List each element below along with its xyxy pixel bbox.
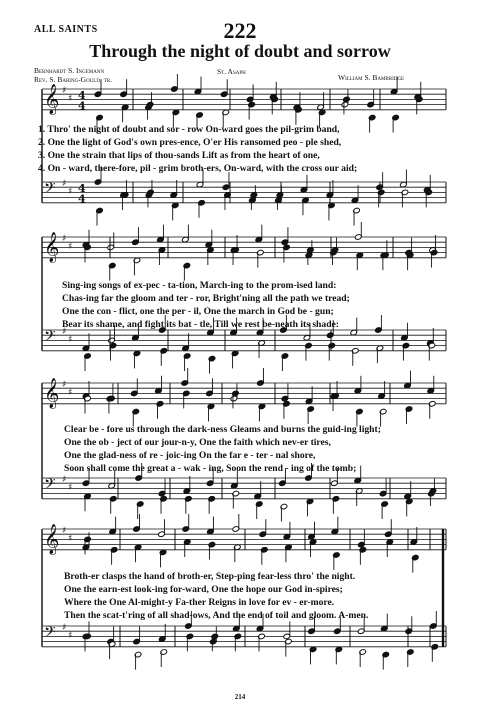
lyric-line: Then the scat-t'ring of all shad-ows, And the end of toil and gloom. A-men. bbox=[64, 610, 369, 621]
lyric-line: 3. One the strain that lips of thou-sands Lift as from the heart of one, bbox=[38, 150, 320, 161]
time-signature-icon: 4 bbox=[78, 88, 86, 102]
lyric-line: Chas-ing far the gloom and ter - ror, Bright'ning all the path we tread; bbox=[62, 293, 350, 304]
treble-clef-icon: 𝄞 bbox=[44, 84, 60, 115]
lyric-line: 4. On - ward, there-fore, pil - grim broth-ers, On-ward, with the cross our aid; bbox=[38, 163, 358, 174]
bass-clef-icon: 𝄢 bbox=[44, 475, 56, 497]
lyric-line: 2. One the light of God's own pres-ence, O'er His ransomed peo - ple shed, bbox=[38, 137, 342, 148]
sharp-icon: ♯ bbox=[62, 179, 67, 190]
lyric-line: Sing-ing songs of ex-pec - ta-tion, March-ing to the prom-ised land: bbox=[62, 280, 337, 291]
treble-clef-icon: 𝄞 bbox=[44, 232, 60, 263]
sharp-icon: ♯ bbox=[62, 327, 67, 338]
sharp-icon: ♯ bbox=[68, 186, 73, 197]
sharp-icon: ♯ bbox=[62, 623, 67, 634]
sharp-icon: ♯ bbox=[62, 526, 67, 537]
sharp-icon: ♯ bbox=[62, 86, 67, 97]
author-credit: Bernhardt S. Ingemann bbox=[34, 66, 105, 75]
tune-name: St. Asaph bbox=[217, 67, 246, 76]
bass-clef-icon: 𝄢 bbox=[44, 179, 56, 201]
treble-clef-icon: 𝄞 bbox=[44, 524, 60, 555]
bass-clef-icon: 𝄢 bbox=[44, 327, 56, 349]
sharp-icon: ♯ bbox=[68, 482, 73, 493]
lyric-line: Where the One Al-might-y Fa-ther Reigns in love for ev - er-more. bbox=[64, 597, 335, 608]
sharp-icon: ♯ bbox=[68, 93, 73, 104]
translator-credit: Rev. S. Baring-Gould, tr. bbox=[34, 75, 112, 84]
lyric-line: Bear its shame, and fight its bat - tle, Till we rest be-neath its shade: bbox=[62, 319, 339, 330]
lyric-line: Broth-er clasps the hand of broth-er, Step-ping fear-less thro' the night. bbox=[64, 571, 356, 582]
lyric-line: One the earn-est look-ing for-ward, One the hope our God in-spires; bbox=[64, 584, 343, 595]
sharp-icon: ♯ bbox=[68, 387, 73, 398]
page-number: 214 bbox=[234, 693, 246, 701]
lyric-line: 1. Thro' the night of doubt and sor - row On-ward goes the pil-grim band, bbox=[38, 124, 340, 135]
lyric-line: One the ob - ject of our jour-n-y, One the faith which nev-er tires, bbox=[64, 437, 331, 448]
sharp-icon: ♯ bbox=[68, 630, 73, 641]
time-signature-icon: 4 bbox=[78, 99, 86, 113]
sharp-icon: ♯ bbox=[62, 475, 67, 486]
time-signature-icon: 4 bbox=[78, 192, 86, 206]
sharp-icon: ♯ bbox=[68, 533, 73, 544]
lyric-line: One the con - flict, one the per - il, One the march in God be - gun; bbox=[62, 306, 334, 317]
bass-clef-icon: 𝄢 bbox=[44, 623, 56, 645]
hymn-title: Through the night of doubt and sorrow bbox=[89, 41, 391, 61]
section-label: ALL SAINTS bbox=[34, 24, 98, 35]
composer-credit: William S. Bambridge bbox=[338, 73, 405, 82]
lyric-line: One the glad-ness of re - joic-ing On the far e - ter - nal shore, bbox=[64, 450, 316, 461]
sharp-icon: ♯ bbox=[68, 241, 73, 252]
sharp-icon: ♯ bbox=[62, 234, 67, 245]
lyric-line: Soon shall come the great a - wak - ing, Soon the rend - ing of the tomb; bbox=[64, 463, 357, 474]
treble-clef-icon: 𝄞 bbox=[44, 378, 60, 409]
sharp-icon: ♯ bbox=[68, 334, 73, 345]
time-signature-icon: 4 bbox=[78, 181, 86, 195]
hymn-number: 222 bbox=[223, 18, 257, 43]
lyric-line: Clear be - fore us through the dark-ness Gleams and burns the guid-ing light; bbox=[64, 424, 381, 435]
sharp-icon: ♯ bbox=[62, 380, 67, 391]
